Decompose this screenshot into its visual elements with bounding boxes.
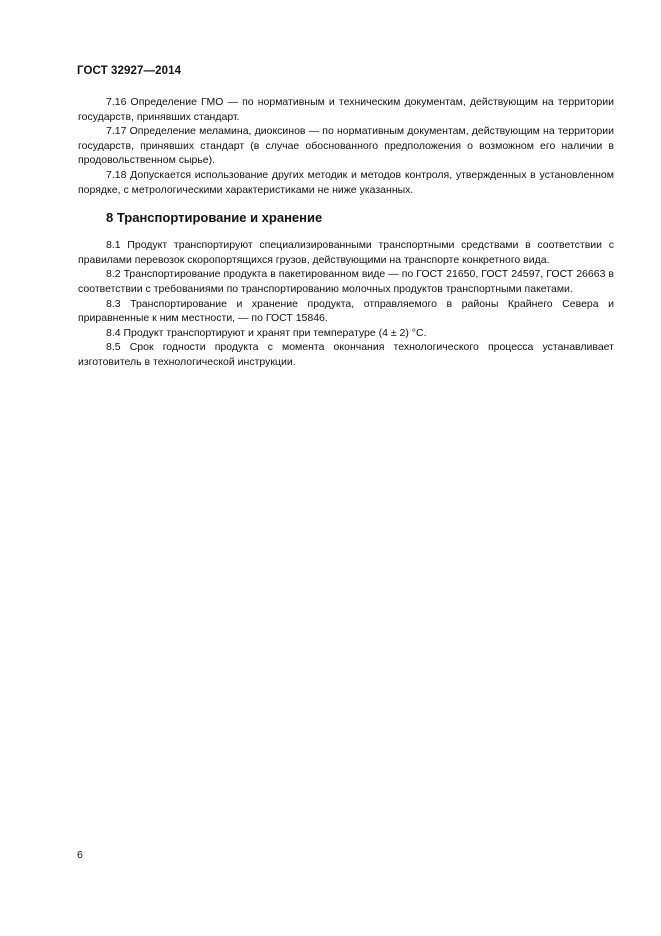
paragraph-8-3: 8.3 Транспортирование и хранение продукта, отправляемого в районы Крайнего Севера и приравненные к ним местности, — по ГОСТ 15846. xyxy=(78,297,614,325)
document-code-header: ГОСТ 32927—2014 xyxy=(77,65,182,77)
paragraph-8-4: 8.4 Продукт транспортируют и хранят при температуре (4 ± 2) °С. xyxy=(106,326,427,339)
section-8-heading: 8 Транспортирование и хранение xyxy=(106,210,323,226)
paragraph-7-18: 7.18 Допускается использование других методик и методов контроля, утвержденных в установленном порядке, с метрологическими характеристиками не ниже указанных. xyxy=(78,168,614,196)
paragraph-7-16: 7.16 Определение ГМО — по нормативным и техническим документам, действующим на территории государств, принявших стандарт. xyxy=(78,96,614,123)
document-body xyxy=(78,95,614,370)
page-number: 6 xyxy=(77,849,83,861)
paragraph-8-2: 8.2 Транспортирование продукта в пакетированном виде — по ГОСТ 21650, ГОСТ 24597, ГОСТ 26663 в соответствии с требованиями по транспортированию молочных продуктов транспортными пакетами. xyxy=(78,268,614,295)
paragraph-8-5: 8.5 Срок годности продукта с момента окончания технологического процесса устанавливает изготовитель в технологической инструкции. xyxy=(78,341,614,368)
paragraph-8-1: 8.1 Продукт транспортируют специализированными транспортными средствами в соответствии с правилами перевозок скоропортящихся грузов, действующими на транспорте конкретного вида. xyxy=(78,239,614,266)
paragraph-7-17: 7.17 Определение меламина, диоксинов — по нормативным документам, действующим на территории государств, принявших стандарт (в случае обоснованного предположения о возможном его наличии в продовольственном сырье). xyxy=(78,125,614,167)
